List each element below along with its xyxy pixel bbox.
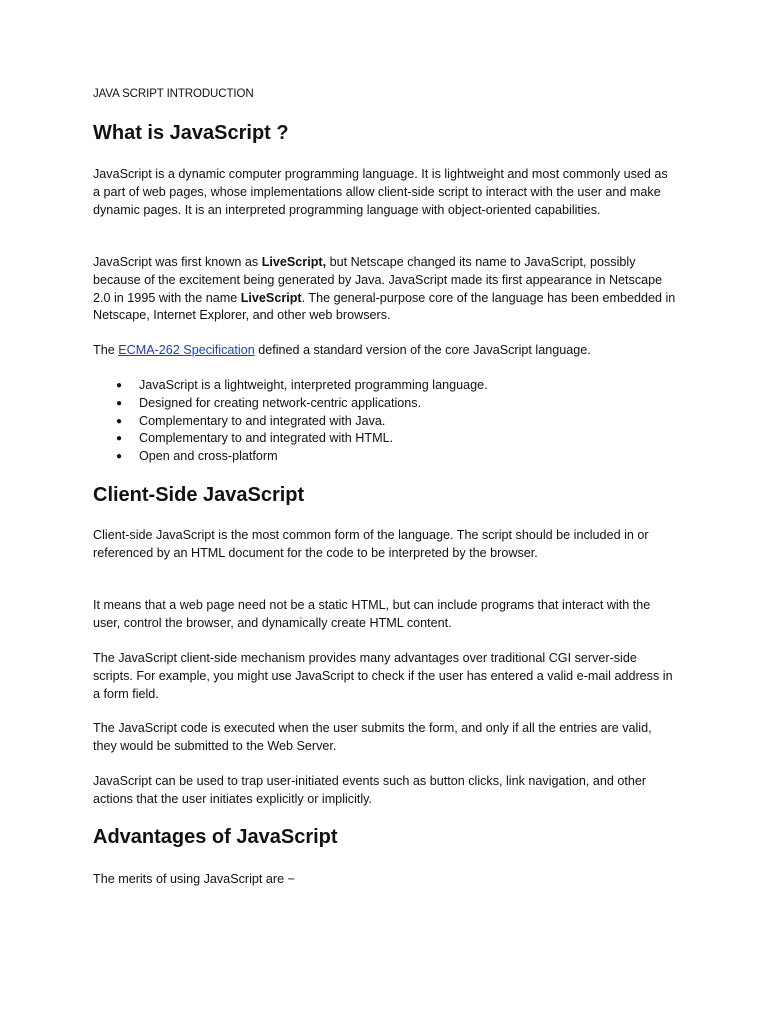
bullet-dot-icon: ● — [116, 433, 123, 445]
ecma-spec-link[interactable]: ECMA-262 Specification — [118, 343, 255, 357]
paragraph-livescript-text-a: JavaScript was first known as — [93, 255, 262, 269]
livescript-bold-1: LiveScript, — [261, 255, 327, 269]
feature-bullet-list — [116, 377, 488, 466]
bullet-dot-icon: ● — [116, 397, 123, 409]
bullet-dot-icon: ● — [116, 380, 123, 391]
paragraph-client-side-2: It means that a web page need not be a static HTML, but can include programs that interact with the user, control the browser, and dynamically create HTML content. — [93, 598, 651, 630]
paragraph-ecma — [93, 342, 678, 360]
paragraph-livescript-text-d: . The general-purpose core of the language has been embedded in Netscape, Internet Explorer, and other web browsers. — [93, 290, 676, 323]
document-top-label: JAVA SCRIPT INTRODUCTION — [93, 88, 254, 100]
list-item — [116, 395, 488, 413]
list-item — [116, 377, 488, 395]
bullet-dot-icon: ● — [116, 451, 123, 463]
bullet-dot-icon: ● — [116, 415, 123, 427]
list-item — [116, 413, 488, 431]
paragraph-client-side-1: Client-side JavaScript is the most common form of the language. The script should be included in or referenced by an HTML document for the code to be interpreted by the browser. — [93, 528, 649, 560]
heading-what-is-javascript: What is JavaScript ? — [93, 122, 289, 144]
heading-client-side-javascript: Client-Side JavaScript — [93, 484, 305, 506]
list-item-text: Complementary to and integrated with HTML. — [139, 431, 394, 446]
paragraph-client-side-4: The JavaScript code is executed when the user submits the form, and only if all the entries are valid, they would be submitted to the Web Server. — [93, 721, 652, 753]
paragraph-livescript — [93, 254, 678, 325]
paragraph-merits: The merits of using JavaScript are − — [93, 872, 295, 886]
paragraph-client-side-3: The JavaScript client-side mechanism provides many advantages over traditional CGI server-side scripts. For example, you might use JavaScript to check if the user has entered a valid e-mail address in a form field. — [93, 651, 673, 701]
heading-advantages-of-javascript: Advantages of JavaScript — [93, 826, 338, 848]
list-item-text: Complementary to and integrated with Java. — [139, 413, 386, 428]
paragraph-ecma-prefix: The — [93, 343, 119, 357]
paragraph-client-side-5: JavaScript can be used to trap user-initiated events such as button clicks, link navigation, and other actions that the user initiates explicitly or implicitly. — [93, 774, 647, 806]
livescript-bold-2: LiveScript — [240, 290, 302, 305]
paragraph-intro: JavaScript is a dynamic computer programming language. It is lightweight and most commonly used as a part of web pages, whose implementations allow client-side script to interact with the user and make dynamic pages. It is an interpreted programming language with object-oriented capabilities. — [93, 167, 668, 217]
list-item-text: Open and cross-platform — [139, 449, 278, 464]
paragraph-ecma-suffix: defined a standard version of the core JavaScript language. — [254, 343, 591, 357]
paragraph-livescript-text-c: but Netscape changed its name to JavaScript, possibly because of the excitement being generated by Java. JavaScript made its first appearance in Netscape 2.0 in 1995 with the name — [93, 255, 663, 305]
list-item-text: Designed for creating network-centric applications. — [139, 395, 422, 410]
list-item — [116, 430, 488, 448]
list-item-text: JavaScript is a lightweight, interpreted programming language. — [139, 378, 488, 392]
list-item — [116, 448, 488, 466]
